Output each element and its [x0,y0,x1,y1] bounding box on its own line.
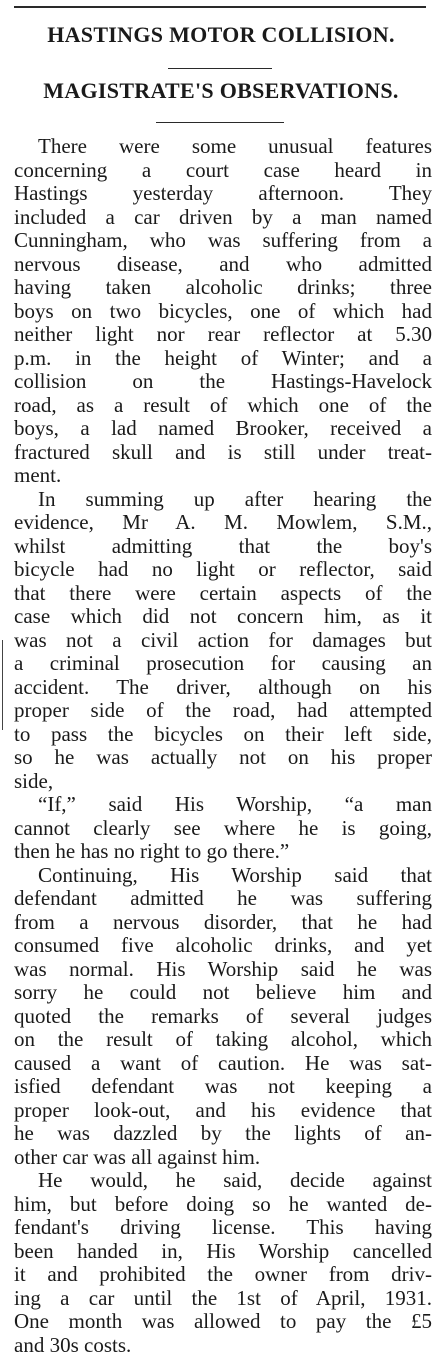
text-line: and 30s costs. [14,1334,432,1357]
text-line: boys, a lad named Brooker, received a [14,417,432,441]
text-line: ment. [14,464,432,488]
text-line: from a nervous disorder, that he had [14,911,432,935]
text-line: he was dazzled by the lights of an- [14,1122,432,1146]
text-line: Cunningham, who was suffering from a [14,229,432,253]
text-line: ing a car until the 1st of April, 1931. [14,1287,432,1311]
text-line: having taken alcoholic drinks; three [14,276,432,300]
margin-mark [2,640,3,730]
text-line: boys on two bicycles, one of which had [14,300,432,324]
text-line: road, as a result of which one of the [14,394,432,418]
top-rule [14,6,426,8]
text-line: consumed five alcoholic drinks, and yet [14,934,432,958]
text-line: that there were certain aspects of the [14,582,432,606]
text-line: so he was actually not on his proper [14,746,432,770]
text-line: him, but before doing so he wanted de- [14,1193,432,1217]
text-line: He would, he said, decide against [14,1169,432,1193]
text-line: included a car driven by a man named [14,206,432,230]
text-line: There were some unusual features [14,135,432,159]
text-line: quoted the remarks of several judges [14,1005,432,1029]
text-line: proper side of the road, had attempted [14,699,432,723]
text-line: “If,” said His Worship, “a man [14,793,432,817]
text-line: One month was allowed to pay the £5 [14,1310,432,1334]
article-paragraph [14,864,432,1170]
text-line: a criminal prosecution for causing an [14,652,432,676]
text-line: was normal. His Worship said he was [14,958,432,982]
subheadline: MAGISTRATE'S OBSERVATIONS. [0,78,442,104]
text-line: on the result of taking alcohol, which [14,1028,432,1052]
article-paragraph [14,793,432,864]
text-line: fendant's driving license. This having [14,1216,432,1240]
text-line: bicycle had no light or reflector, said [14,558,432,582]
article-paragraph [14,1169,432,1357]
article-body [14,135,432,1357]
headline: HASTINGS MOTOR COLLISION. [0,22,442,48]
text-line: fractured skull and is still under treat- [14,441,432,465]
text-line: defendant admitted he was suffering [14,887,432,911]
text-line: isfied defendant was not keeping a [14,1075,432,1099]
text-line: Hastings yesterday afternoon. They [14,182,432,206]
text-line: p.m. in the height of Winter; and a [14,347,432,371]
text-line: nervous disease, and who admitted [14,253,432,277]
text-line: In summing up after hearing the [14,488,432,512]
text-line: side, [14,770,432,794]
text-line: to pass the bicycles on their left side, [14,723,432,747]
text-line: other car was all against him. [14,1146,432,1170]
subheadline-divider [156,122,284,123]
article-paragraph [14,135,432,488]
text-line: neither light nor rear reflector at 5.30 [14,323,432,347]
headline-divider [168,68,272,69]
text-line: proper look-out, and his evidence that [14,1099,432,1123]
text-line: then he has no right to go there.” [14,840,432,864]
text-line: collision on the Hastings-Havelock [14,370,432,394]
text-line: been handed in, His Worship cancelled [14,1240,432,1264]
text-line: case which did not concern him, as it [14,605,432,629]
text-line: accident. The driver, although on his [14,676,432,700]
text-line: it and prohibited the owner from driv- [14,1263,432,1287]
text-line: cannot clearly see where he is going, [14,817,432,841]
text-line: whilst admitting that the boy's [14,535,432,559]
text-line: evidence, Mr A. M. Mowlem, S.M., [14,511,432,535]
text-line: was not a civil action for damages but [14,629,432,653]
text-line: caused a want of caution. He was sat- [14,1052,432,1076]
text-line: concerning a court case heard in [14,159,432,183]
text-line: Continuing, His Worship said that [14,864,432,888]
article-paragraph [14,488,432,794]
text-line: sorry he could not believe him and [14,981,432,1005]
